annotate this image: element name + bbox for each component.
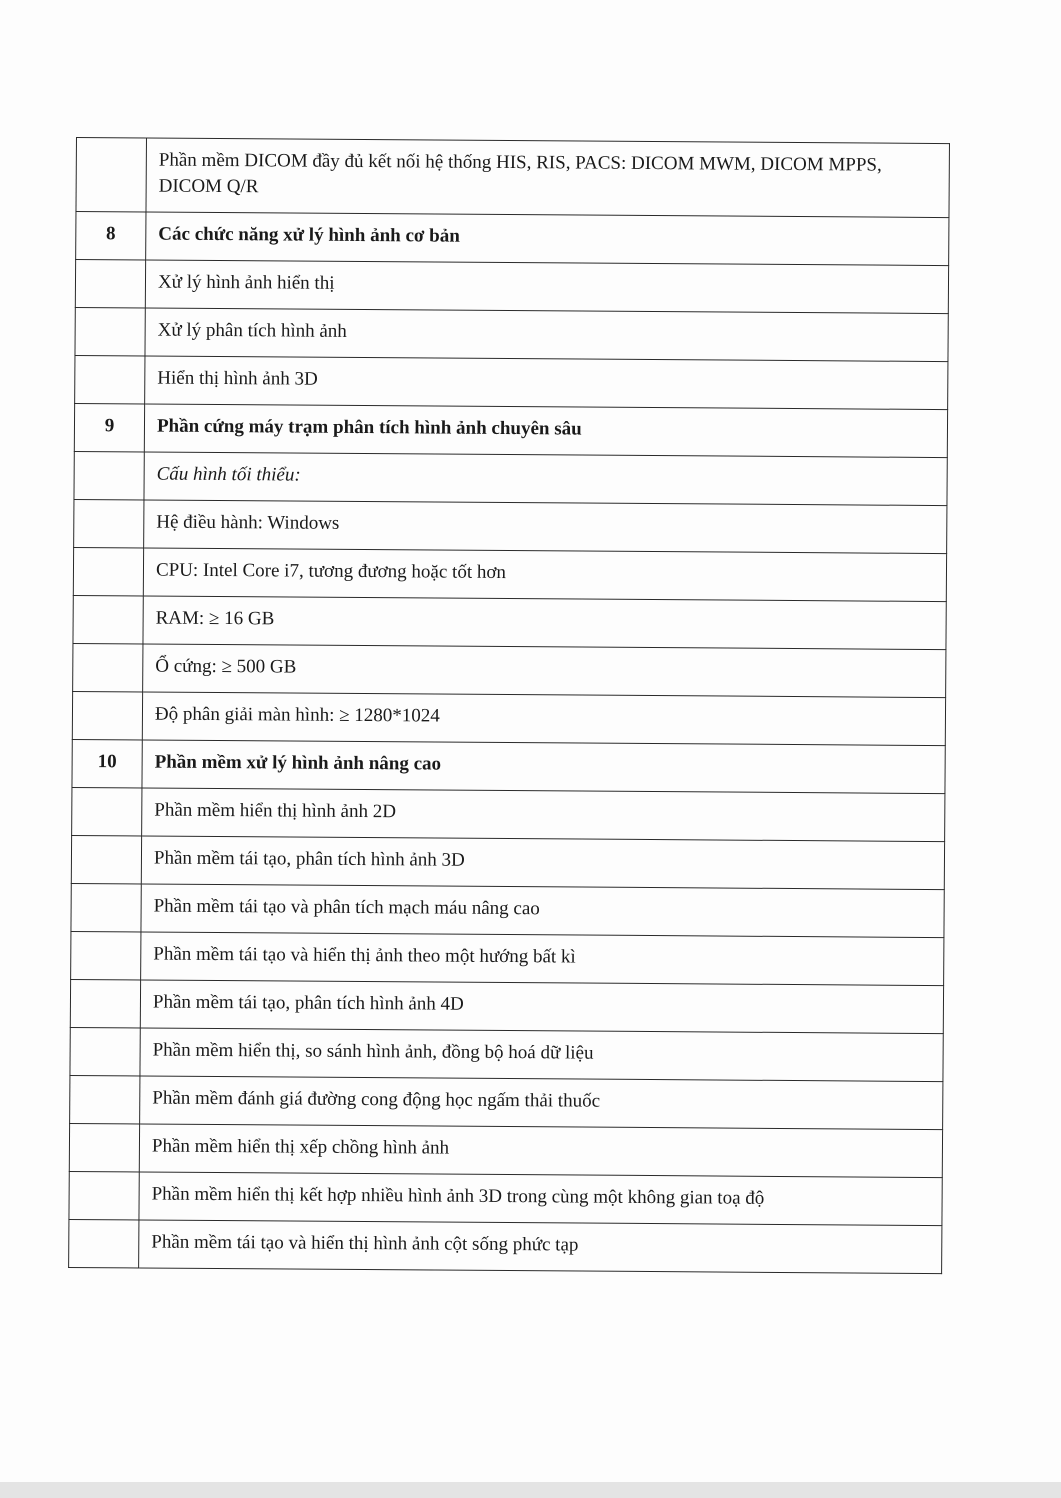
table-row (71, 835, 944, 889)
spec-table-body (69, 138, 950, 1274)
scan-bottom-edge (0, 1482, 1061, 1498)
row-number (71, 931, 141, 979)
table-row (72, 787, 945, 841)
section-header-row (76, 212, 949, 266)
table-row (75, 307, 948, 361)
spec-item: Hiển thị hình ảnh 3D (145, 356, 948, 410)
row-number (69, 1123, 139, 1171)
spec-item: Phần mềm tái tạo và phân tích mạch máu nâng cao (141, 884, 944, 938)
table-row (69, 1123, 942, 1177)
spec-item: Ổ cứng: ≥ 500 GB (143, 644, 946, 698)
spec-item: Phần mềm tái tạo, phân tích hình ảnh 4D (140, 980, 943, 1034)
spec-item: Xử lý hình ảnh hiển thị (145, 260, 948, 314)
row-number (75, 355, 145, 403)
table-row (69, 1171, 942, 1225)
row-number (74, 499, 144, 547)
table-row (70, 1075, 943, 1129)
table-row (72, 691, 945, 745)
section-header-row (74, 403, 947, 457)
row-number (76, 138, 147, 212)
row-number (71, 835, 141, 883)
row-number (75, 307, 145, 355)
table-row (75, 355, 948, 409)
section-title: Phần mềm xử lý hình ảnh nâng cao (142, 740, 945, 794)
row-number (73, 547, 143, 595)
table-row (74, 499, 947, 553)
table-row (73, 547, 946, 601)
table-row (74, 451, 947, 505)
row-number (74, 451, 144, 499)
spec-item: Xử lý phân tích hình ảnh (145, 308, 948, 362)
spec-item: Phần mềm DICOM đầy đủ kết nối hệ thống HIS, RIS, PACS: DICOM MWM, DICOM MPPS, DICOM Q/R (146, 138, 949, 218)
spec-item: Phần mềm đánh giá đường cong động học ngấm thải thuốc (140, 1076, 943, 1130)
spec-item: RAM: ≥ 16 GB (143, 596, 946, 650)
row-number (72, 691, 142, 739)
table-row (73, 643, 946, 697)
section-header-row (72, 739, 945, 793)
row-number (75, 260, 145, 308)
row-number (70, 1075, 140, 1123)
spec-item: Hệ điều hành: Windows (144, 500, 947, 554)
row-number: 9 (74, 403, 144, 451)
spec-item: Phần mềm tái tạo và hiển thị hình ảnh cột sống phức tạp (139, 1220, 942, 1274)
row-number (72, 787, 142, 835)
section-title: Các chức năng xử lý hình ảnh cơ bản (146, 212, 949, 266)
spec-item: Phần mềm tái tạo, phân tích hình ảnh 3D (141, 836, 944, 890)
row-number (71, 883, 141, 931)
table-row (75, 260, 948, 314)
spec-item: Độ phân giải màn hình: ≥ 1280*1024 (142, 692, 945, 746)
row-number (73, 643, 143, 691)
spec-item: Phần mềm hiển thị hình ảnh 2D (142, 788, 945, 842)
spec-item: Phần mềm hiển thị, so sánh hình ảnh, đồng bộ hoá dữ liệu (140, 1028, 943, 1082)
spec-item: Cấu hình tối thiểu: (144, 452, 947, 506)
table-row (71, 883, 944, 937)
row-number (69, 1171, 139, 1219)
table-row (73, 595, 946, 649)
section-title: Phần cứng máy trạm phân tích hình ảnh chuyên sâu (144, 404, 947, 458)
spec-item: Phần mềm tái tạo và hiển thị ảnh theo một hướng bất kì (141, 932, 944, 986)
table-row (70, 979, 943, 1033)
row-number (70, 1027, 140, 1075)
row-number: 8 (76, 212, 146, 260)
spec-table (68, 137, 950, 1274)
table-row (71, 931, 944, 985)
row-number (69, 1219, 139, 1267)
table-row (70, 1027, 943, 1081)
table-row (76, 138, 949, 218)
row-number (70, 979, 140, 1027)
spec-item: CPU: Intel Core i7, tương đương hoặc tốt hơn (143, 548, 946, 602)
spec-item: Phần mềm hiển thị kết hợp nhiều hình ảnh 3D trong cùng một không gian toạ độ (139, 1172, 942, 1226)
row-number: 10 (72, 739, 142, 787)
row-number (73, 595, 143, 643)
table-row (69, 1219, 942, 1273)
spec-item: Phần mềm hiển thị xếp chồng hình ảnh (139, 1124, 942, 1178)
